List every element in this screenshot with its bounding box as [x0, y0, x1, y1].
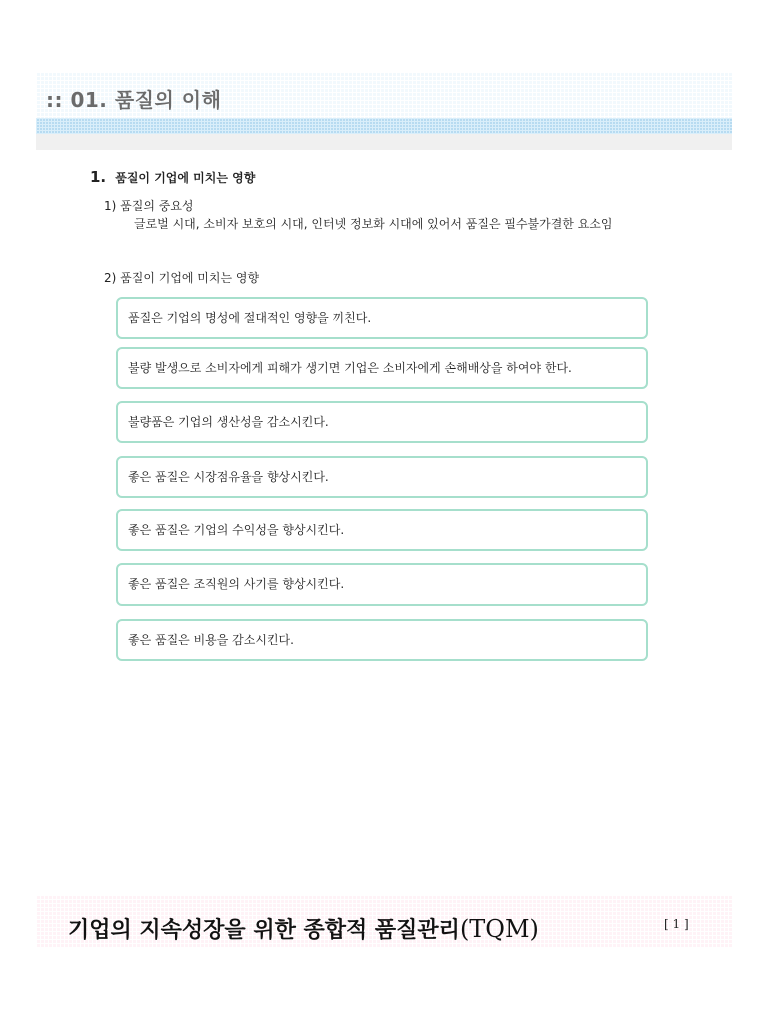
impact-box	[116, 456, 648, 498]
footer-title-abbr: (TQM)	[459, 915, 539, 943]
page-title: :: 01. 품질의 이해	[46, 88, 222, 112]
impact-box	[116, 347, 648, 389]
impact-text: 좋은 품질은 시장점유율을 향상시킨다.	[128, 469, 329, 484]
section-title: 품질이 기업에 미치는 영향	[115, 171, 256, 185]
impact-box	[116, 509, 648, 551]
subsection-importance-label: 1) 품질의 중요성	[104, 199, 194, 213]
impact-text: 좋은 품질은 비용을 감소시킨다.	[128, 632, 294, 647]
impact-box	[116, 619, 648, 661]
impact-text: 좋은 품질은 조직원의 사기를 향상시킨다.	[128, 577, 345, 591]
impact-box	[116, 401, 648, 443]
impact-text: 좋은 품질은 기업의 수익성을 향상시킨다.	[128, 522, 345, 537]
impact-text: 불량 발생으로 소비자에게 피해가 생기면 기업은 소비자에게 손해배상을 하여야 한다.	[128, 360, 572, 375]
page-number: [ 1 ]	[664, 917, 689, 931]
subsection-importance-body: 글로벌 시대, 소비자 보호의 시대, 인터넷 정보화 시대에 있어서 품질은 필수불가결한 요소임	[134, 217, 613, 231]
section-heading	[90, 167, 255, 186]
impact-text: 품질은 기업의 명성에 절대적인 영향을 끼친다.	[128, 310, 372, 325]
impact-text: 불량품은 기업의 생산성을 감소시킨다.	[128, 414, 329, 429]
header-divider	[36, 134, 732, 150]
footer-title-text: 기업의 지속성장을 위한 종합적 품질관리	[68, 918, 460, 943]
subsection-impact-label: 2) 품질이 기업에 미치는 영향	[104, 271, 260, 285]
impact-box	[116, 563, 648, 606]
impact-box	[116, 297, 648, 339]
section-number: 1.	[90, 168, 107, 186]
header-stripe	[36, 118, 732, 134]
footer-title	[68, 913, 539, 944]
